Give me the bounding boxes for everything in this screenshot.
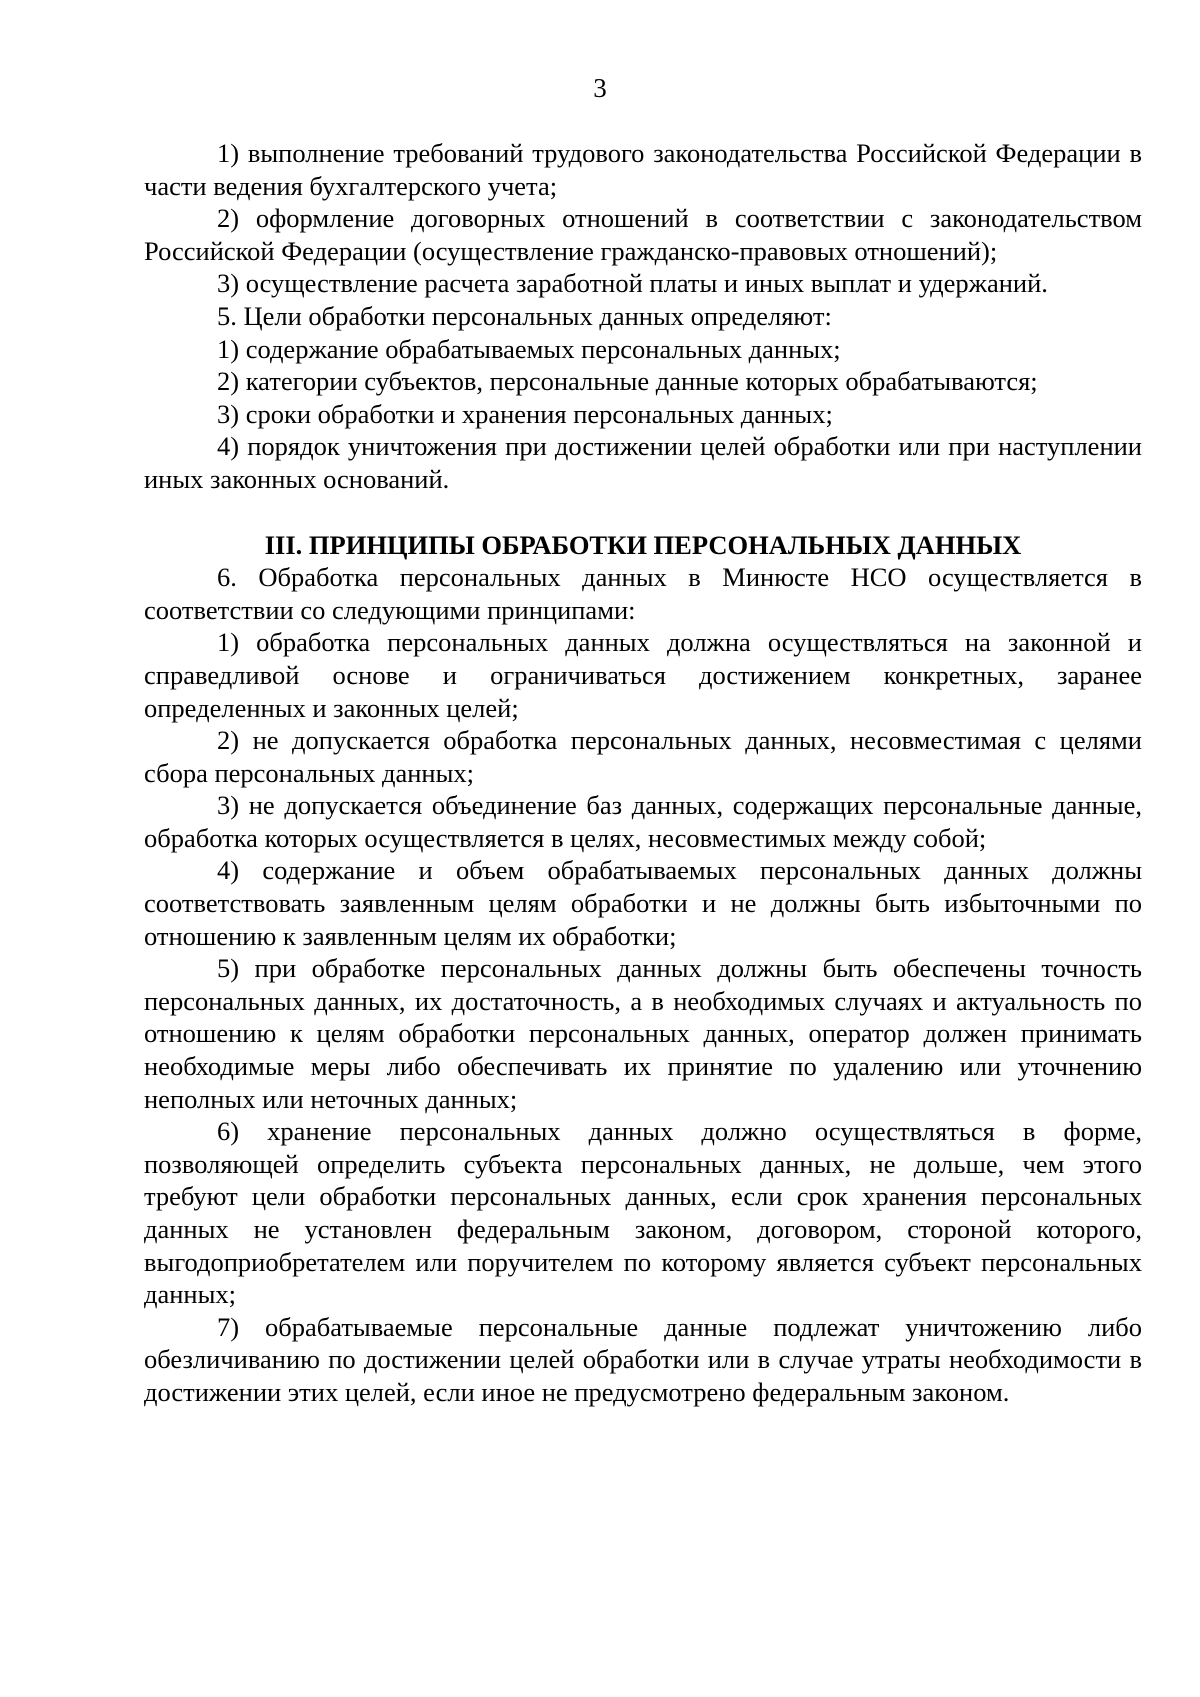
document-body — [144, 137, 1142, 1409]
paragraph: 3) не допускается объединение баз данных, содержащих персональные данные, обработка которых осуществляется в целях, несовместимых между собой; — [144, 790, 1142, 853]
paragraph: 5. Цели обработки персональных данных определяют: — [217, 300, 832, 331]
paragraph: 1) выполнение требований трудового законодательства Российской Федерации в части ведения бухгалтерского учета; — [144, 138, 1142, 201]
paragraph: 2) оформление договорных отношений в соответствии с законодательством Российской Федерации (осуществление гражданско-правовых отношений); — [144, 203, 1142, 266]
paragraph: 5) при обработке персональных данных должны быть обеспечены точность персональных данных, их достаточность, а в необходимых случаях и актуальность по отношению к целям обработки персональных данных, оператор должен принимать необходимые меры либо обеспечивать их принятие по удалению или уточнению неполных или неточных данных; — [144, 953, 1142, 1114]
paragraph: 4) содержание и объем обрабатываемых персональных данных должны соответствовать заявленным целям обработки и не должны быть избыточными по отношению к заявленным целям их обработки; — [144, 855, 1142, 951]
paragraph: 3) сроки обработки и хранения персональных данных; — [217, 398, 833, 429]
paragraph: 1) содержание обрабатываемых персональных данных; — [217, 333, 841, 364]
section-heading: III. ПРИНЦИПЫ ОБРАБОТКИ ПЕРСОНАЛЬНЫХ ДАННЫХ — [264, 529, 1022, 560]
paragraph: 3) осуществление расчета заработной платы и иных выплат и удержаний. — [217, 268, 1048, 299]
paragraph: 4) порядок уничтожения при достижении целей обработки или при наступлении иных законных оснований. — [144, 431, 1142, 494]
paragraph: 6. Обработка персональных данных в Минюсте НСО осуществляется в соответствии со следующими принципами: — [144, 562, 1142, 625]
paragraph: 6) хранение персональных данных должно осуществляться в форме, позволяющей определить субъекта персональных данных, не дольше, чем этого требуют цели обработки персональных данных, если срок хранения персональных данных не установлен федеральным законом, договором, стороной которого, выгодоприобретателем или поручителем по которому является субъект персональных данных; — [144, 1116, 1142, 1310]
paragraph: 1) обработка персональных данных должна осуществляться на законной и справедливой основе и ограничиваться достижением конкретных, заранее определенных и законных целей; — [144, 627, 1142, 723]
page-number: 3 — [593, 73, 607, 103]
paragraph: 2) категории субъектов, персональные данные которых обрабатываются; — [217, 366, 1038, 397]
paragraph: 7) обрабатываемые персональные данные подлежат уничтожению либо обезличиванию по достижении целей обработки или в случае утраты необходимости в достижении этих целей, если иное не предусмотрено федеральным законом. — [144, 1311, 1142, 1407]
paragraph: 2) не допускается обработка персональных данных, несовместимая с целями сбора персональных данных; — [144, 725, 1142, 788]
